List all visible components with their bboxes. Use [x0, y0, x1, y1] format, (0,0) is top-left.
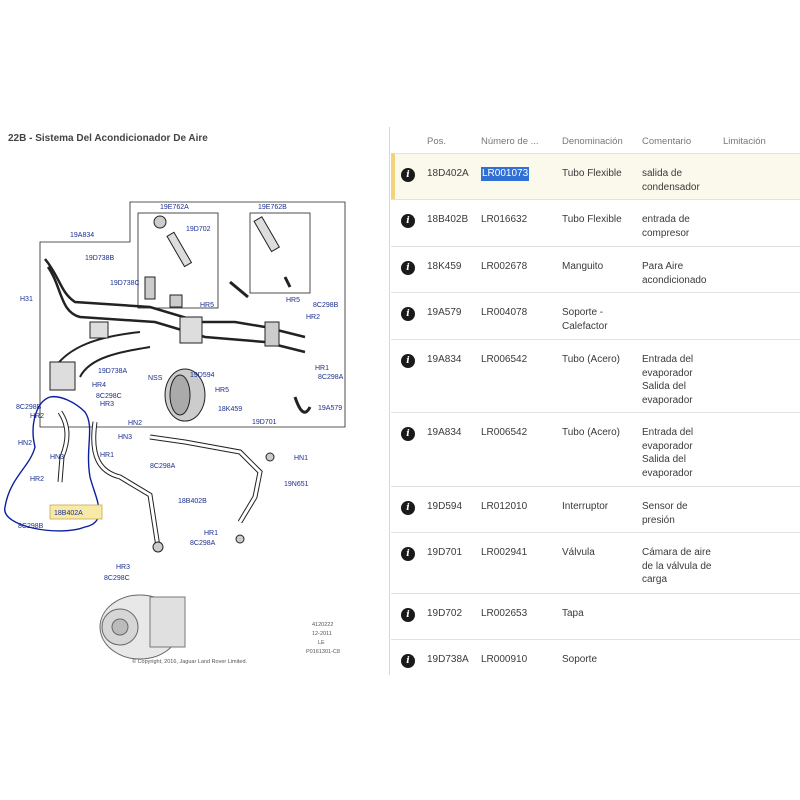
- cell-denomination: Interruptor: [562, 501, 609, 512]
- cell-denomination: Válvula: [562, 547, 595, 558]
- label-18B402B: 18B402B: [178, 498, 207, 505]
- info-icon[interactable]: i: [401, 307, 415, 321]
- cell-pos: 18D402A: [427, 168, 469, 179]
- label-HR3-low: HR3: [116, 564, 131, 571]
- label-8C298A-low: 8C298A: [190, 540, 216, 547]
- col-header-den[interactable]: Denominación: [562, 136, 623, 147]
- label-19A579: 19A579: [318, 405, 343, 412]
- label-19A834: 19A834: [70, 232, 95, 239]
- info-icon[interactable]: i: [401, 654, 415, 668]
- col-header-com[interactable]: Comentario: [642, 136, 692, 147]
- label-HR4: HR4: [92, 382, 107, 389]
- label-8C298C-top: 8C298C: [96, 393, 122, 400]
- table-row[interactable]: [391, 486, 800, 532]
- label-HN2-mid: HN2: [128, 420, 143, 427]
- info-icon[interactable]: i: [401, 501, 415, 515]
- info-icon[interactable]: i: [401, 547, 415, 561]
- table-row[interactable]: [391, 593, 800, 639]
- cell-pos: 18K459: [427, 261, 462, 272]
- label-H31: H31: [20, 296, 33, 303]
- cell-pos: 19D702: [427, 608, 463, 619]
- label-HR1-top: HR1: [315, 365, 330, 372]
- cell-denomination: Manguito: [562, 261, 604, 272]
- table-row[interactable]: [391, 639, 800, 675]
- label-8C298B-low: 8C298B: [18, 523, 44, 530]
- cell-pos: 19A834: [427, 427, 462, 438]
- col-header-num[interactable]: Número de ...: [481, 136, 539, 147]
- cell-denomination: Tapa: [562, 608, 584, 619]
- label-19N651: 19N651: [284, 481, 309, 488]
- diagram-pane: [0, 127, 390, 675]
- label-NSS: NSS: [148, 375, 163, 382]
- cell-denomination: Tubo Flexible: [562, 214, 622, 225]
- label-HR5-c: HR5: [215, 387, 230, 394]
- info-icon[interactable]: i: [401, 608, 415, 622]
- cell-pos: 19D738A: [427, 654, 469, 665]
- cell-denomination: Soporte - Calefactor: [562, 307, 608, 332]
- label-18B402A: 18B402A: [54, 510, 83, 517]
- label-HR2-lower: HR2: [30, 476, 45, 483]
- diagram-title: 22B - Sistema Del Acondicionador De Aire: [8, 133, 208, 144]
- table-row[interactable]: [391, 339, 800, 412]
- parts-table: [391, 127, 800, 675]
- stamp-line-1: 4120222: [312, 622, 334, 628]
- label-HN3-mid: HN3: [118, 434, 133, 441]
- label-HR5-b: HR5: [286, 297, 301, 304]
- cell-comment: Para Aire acondicionado: [642, 261, 707, 286]
- cell-pos: 19D701: [427, 547, 463, 558]
- info-icon[interactable]: i: [401, 427, 415, 441]
- stamp-line-4: P0161301-C8: [306, 649, 340, 655]
- label-19D738A: 19D738A: [98, 368, 128, 375]
- cell-denomination: Tubo Flexible: [562, 168, 622, 179]
- table-row[interactable]: [391, 292, 800, 339]
- label-18K459: 18K459: [218, 406, 243, 413]
- label-HN3-left: HN3: [50, 454, 65, 461]
- label-8C298C-low: 8C298C: [104, 575, 130, 582]
- label-8C298B-top: 8C298B: [313, 302, 339, 309]
- cell-denomination: Tubo (Acero): [562, 427, 620, 438]
- label-HR1-mid: HR1: [100, 452, 115, 459]
- col-header-lim[interactable]: Limitación: [723, 136, 766, 147]
- copyright-text: © Copyright, 2016, Jaguar Land Rover Limited.: [132, 659, 248, 665]
- label-19D702: 19D702: [186, 226, 211, 233]
- cell-denomination: Soporte: [562, 654, 598, 665]
- label-19E762A: 19E762A: [160, 204, 189, 211]
- cell-part-number[interactable]: LR000910: [481, 654, 528, 665]
- parts-diagram[interactable]: [0, 127, 390, 675]
- cell-comment: Entrada del evaporador Salida del evaporador: [642, 427, 694, 479]
- cell-pos: 19A579: [427, 307, 462, 318]
- info-icon[interactable]: i: [401, 261, 415, 275]
- cell-part-number[interactable]: LR006542: [481, 427, 528, 438]
- stamp-line-3: LE: [318, 640, 325, 646]
- cell-part-number[interactable]: LR001073: [482, 168, 529, 179]
- cell-comment: salida de condensador: [642, 168, 700, 193]
- cell-part-number[interactable]: LR002653: [481, 608, 528, 619]
- label-HR2-top: HR2: [306, 314, 321, 321]
- label-HR5-a: HR5: [200, 302, 215, 309]
- cell-comment: Sensor de presión: [642, 501, 688, 526]
- info-icon[interactable]: i: [401, 168, 415, 182]
- cell-pos: 19A834: [427, 354, 462, 365]
- cell-part-number[interactable]: LR002678: [481, 261, 528, 272]
- table-row[interactable]: [391, 199, 800, 246]
- col-header-pos[interactable]: Pos.: [427, 136, 447, 147]
- label-19E762B: 19E762B: [258, 204, 287, 211]
- cell-comment: Entrada del evaporador Salida del evaporador: [642, 354, 694, 406]
- label-19D594: 19D594: [190, 372, 215, 379]
- cell-pos: 19D594: [427, 501, 463, 512]
- table-row[interactable]: [391, 532, 800, 593]
- stamp-line-2: 12-2011: [312, 631, 332, 637]
- cell-part-number[interactable]: LR004078: [481, 307, 528, 318]
- label-HR3-top: HR3: [100, 401, 115, 408]
- info-icon[interactable]: i: [401, 354, 415, 368]
- table-row[interactable]: [391, 412, 800, 486]
- label-HR1-low: HR1: [204, 530, 219, 537]
- cell-denomination: Tubo (Acero): [562, 354, 620, 365]
- label-19D738C: 19D738C: [110, 280, 140, 287]
- table-row[interactable]: [391, 153, 800, 199]
- cell-comment: Cámara de aire de la válvula de carga: [642, 547, 712, 585]
- cell-part-number[interactable]: LR002941: [481, 547, 528, 558]
- label-HN2-left: HN2: [18, 440, 33, 447]
- label-8C298A-mid: 8C298A: [150, 463, 176, 470]
- cell-part-number[interactable]: LR016632: [481, 214, 528, 225]
- label-HR2-left: HR2: [30, 413, 45, 420]
- cell-part-number[interactable]: LR006542: [481, 354, 528, 365]
- label-8C298B-left: 8C298B: [16, 404, 42, 411]
- label-8C298A-top: 8C298A: [318, 374, 344, 381]
- info-icon[interactable]: i: [401, 214, 415, 228]
- label-HN1: HN1: [294, 455, 309, 462]
- label-19D738B: 19D738B: [85, 255, 115, 262]
- cell-comment: entrada de compresor: [642, 214, 690, 239]
- label-19D701: 19D701: [252, 419, 277, 426]
- table-row[interactable]: [391, 246, 800, 292]
- cell-part-number[interactable]: LR012010: [481, 501, 528, 512]
- cell-pos: 18B402B: [427, 214, 469, 225]
